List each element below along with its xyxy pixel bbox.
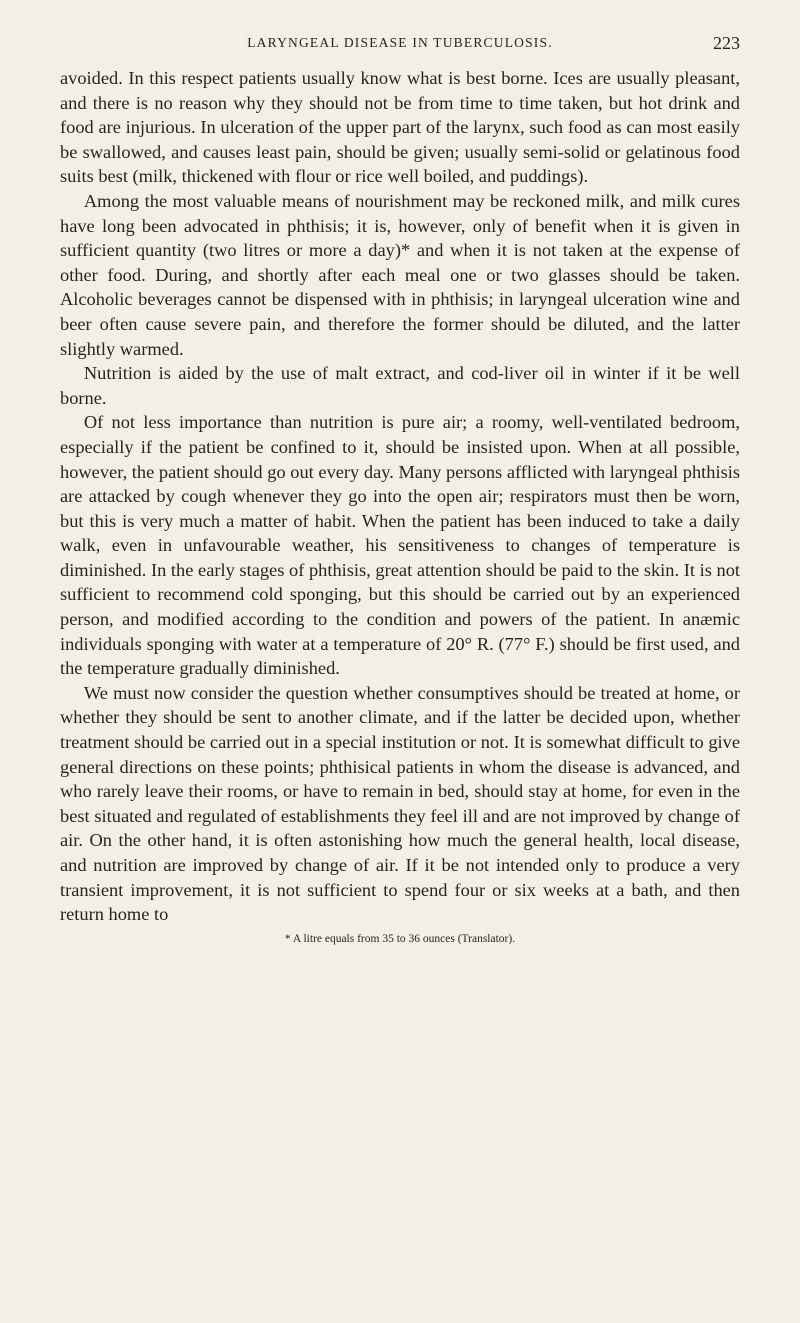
body-text (60, 66, 740, 927)
footnote: * A litre equals from 35 to 36 ounces (Translator). (284, 932, 516, 945)
paragraph-4: Of not less importance than nutrition is pure air; a roomy, well-ventilated bedroom, especially if the patient be confined to it, should be insisted upon. When at all possible, however, the patient should go out every day. Many persons afflicted with laryngeal phthisis are attacked by cough whenever they go into the open air; respirators must then be worn, but this is very much a matter of habit. When the patient has been induced to take a daily walk, even in unfavourable weather, his sensitiveness to changes of temperature is diminished. In the early stages of phthisis, great attention should be paid to the skin. It is not sufficient to recommend cold sponging, but this should be carried out by an experienced person, and modified according to the condition and powers of the patient. In anæmic individuals sponging with water at a temperature of 20° R. (77° F.) should be first used, and the temperature gradually diminished. (60, 412, 740, 679)
page-number: 223 (713, 33, 740, 53)
paragraph-3: Nutrition is aided by the use of malt extract, and cod-liver oil in winter if it be well borne. (60, 363, 740, 408)
paragraph-2: Among the most valuable means of nourishment may be reckoned milk, and milk cures have long been advocated in phthisis; it is, however, only of benefit when it is given in sufficient quantity (two litres or more a day)* and when it is not taken at the expense of other food. During, and shortly after each meal one or two glasses should be taken. Alcoholic beverages cannot be dispensed with in phthisis; in laryngeal ulceration wine and beer often cause severe pain, and therefore the former should be diluted, and the latter slightly warmed. (60, 190, 740, 359)
paragraph-1: avoided. In this respect patients usually know what is best borne. Ices are usually pleasant, and there is no reason why they should not be from time to time taken, but hot drink and food are injurious. In ulceration of the upper part of the larynx, such food as can most easily be swallowed, and causes least pain, should be given; usually semi-solid or gelatinous food suits best (milk, thickened with flour or rice well boiled, and puddings). (60, 68, 740, 187)
running-title: LARYNGEAL DISEASE IN TUBERCULOSIS. (247, 35, 553, 50)
page-header (60, 28, 740, 58)
paragraph-5: We must now consider the question whether consumptives should be treated at home, or whether they should be sent to another climate, and if the latter be decided upon, whether treatment should be carried out in a special institution or not. It is somewhat difficult to give general directions on these points; phthisical patients in whom the disease is advanced, and who rarely leave their rooms, or have to remain in bed, should stay at home, for even in the best situated and regulated of establishments they feel ill and are not improved by change of air. On the other hand, it is often astonishing how much the general health, local disease, and nutrition are improved by change of air. If it be not intended only to produce a very transient improvement, it is not sufficient to spend four or six weeks at a bath, and then return home to (60, 682, 740, 925)
